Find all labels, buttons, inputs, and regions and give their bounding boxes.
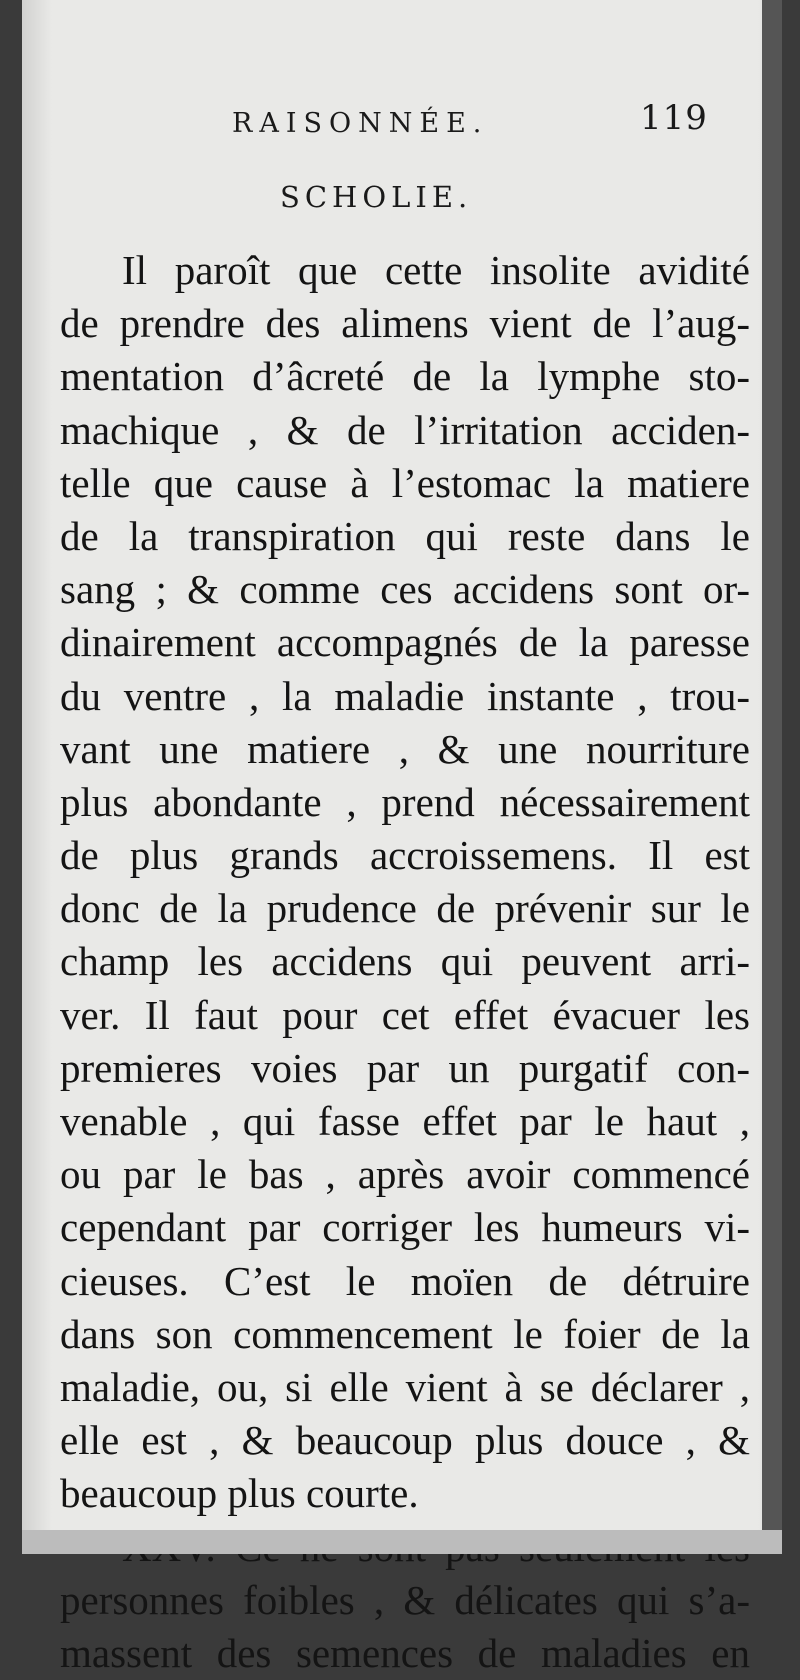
text-line: de la transpiration qui reste dans le (60, 512, 750, 559)
page-number: 119 (640, 98, 708, 138)
text-line: plus abondante , prend nécessairement (60, 778, 750, 825)
page-bottom-edge (22, 1530, 782, 1554)
text-line: telle que cause à l’estomac la matiere (60, 459, 750, 506)
text-line: venable , qui fasse effet par le haut , (60, 1098, 750, 1144)
text-line: vant une matiere , & une nourriture (60, 725, 750, 772)
text-line: machique , & de l’irritation acciden- (60, 406, 750, 453)
text-line: beaucoup plus courte. (60, 1470, 419, 1517)
text-line: ver. Il faut pour cet effet évacuer les (60, 991, 750, 1038)
text-line: mentation d’âcreté de la lymphe sto- (60, 353, 750, 400)
text-line: elle est , & beaucoup plus douce , & (60, 1417, 750, 1464)
section-title: SCHOLIE. (280, 180, 473, 214)
text-line: ou par le bas , après avoir commencé (60, 1151, 750, 1198)
text-line: champ les accidens qui peuvent arri- (60, 938, 750, 985)
text-line: premieres voies par un purgatif con- (60, 1044, 750, 1091)
page-edge-shadow (762, 0, 782, 1554)
text-line: maladie, ou, si elle vient à se déclarer , (60, 1363, 750, 1410)
page-header (22, 98, 782, 148)
text-line: cieuses. C’est le moïen de détruire (60, 1257, 750, 1304)
text-line: Il paroît que cette insolite avidité (122, 247, 750, 293)
text-line: dinairement accompagnés de la paresse (60, 619, 750, 666)
text-line: de prendre des alimens vient de l’aug- (60, 300, 750, 347)
text-line: du ventre , la maladie instante , trou- (60, 672, 750, 719)
text-line: dans son commencement le foier de la (60, 1310, 750, 1357)
text-line: cependant par corriger les humeurs vi- (60, 1204, 750, 1251)
text-line: donc de la prudence de prévenir sur le (60, 885, 750, 932)
text-line: massent des semences de maladies en (60, 1629, 750, 1676)
running-head: RAISONNÉE. (232, 108, 489, 139)
text-line: de plus grands accroissemens. Il est (60, 832, 750, 879)
text-line: sang ; & comme ces accidens sont or- (60, 566, 750, 613)
book-page (22, 0, 782, 1676)
text-line: personnes foibles , & délicates qui s’a- (60, 1576, 750, 1623)
body-text (60, 244, 750, 1680)
